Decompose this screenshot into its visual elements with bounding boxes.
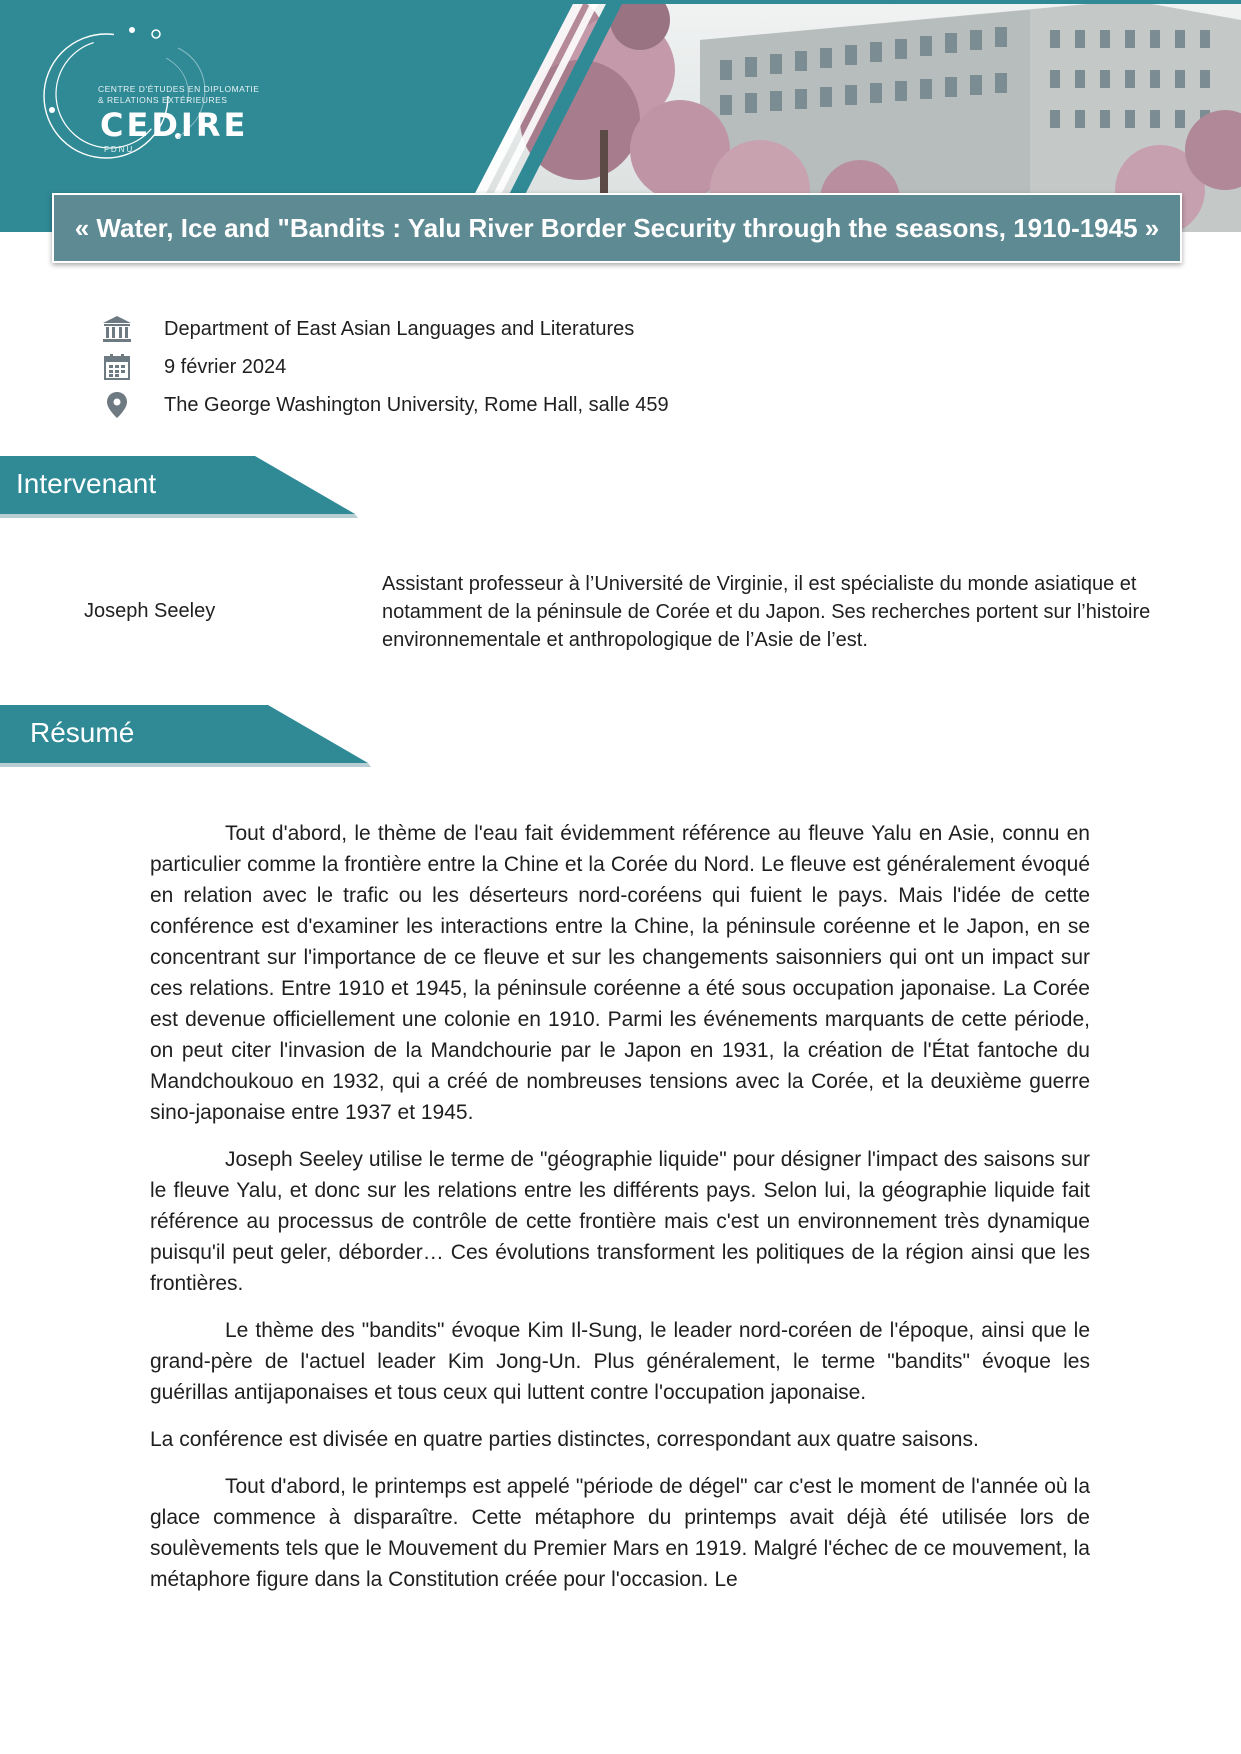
summary-paragraph: La conférence est divisée en quatre parties distinctes, correspondant aux quatre saisons.	[150, 1428, 979, 1451]
map-pin-icon	[100, 389, 134, 421]
cedire-logo	[28, 18, 260, 168]
calendar-icon	[100, 351, 134, 383]
logo-line-2: & RELATIONS EXTÉRIEURES	[98, 95, 228, 105]
department-text: Department of East Asian Languages and Literatures	[164, 317, 635, 340]
section-heading-summary: Résumé	[30, 717, 135, 748]
summary-paragraph: Joseph Seeley utilise le terme de "géographie liquide" pour désigner l'impact des saisons sur le fleuve Yalu, et donc sur les relations entre les différents pays. Selon lui, la géographie liquide fait référence au processus de contrôle de cette frontière mais c'est un environnement très dynamique puisqu'il peut geler, déborder… Ces évolutions transforment les politiques de la région ainsi que les frontières.	[150, 1148, 1090, 1295]
section-tab-summary	[0, 705, 372, 767]
summary-paragraph: Tout d'abord, le thème de l'eau fait évidemment référence au fleuve Yalu en Asie, connu en particulier comme la frontière entre la Chine et la Corée du Nord. Le fleuve est généralement évoqué en relation avec le trafic ou les déserteurs nord-coréens qui fuient le pays. Mais l'idée de cette conférence est d'examiner les interactions entre la Chine, la péninsule coréenne et le Japon, en se concentrant sur l'importance de ce fleuve et sur les changements saisonniers qui ont un impact sur ces relations. Entre 1910 et 1945, la péninsule coréenne a été sous occupation japonaise. La Corée est devenue officiellement une colonie en 1910. Parmi les événements marquants de cette période, on peut citer l'invasion de la Mandchourie par le Japon en 1931, la création de l'État fantoche du Mandchoukouo en 1932, qui a créé de nombreuses tensions avec la Corée, et la deuxième guerre sino-japonaise entre 1937 et 1945.	[150, 822, 1090, 1124]
document-title-box	[52, 193, 1182, 263]
info-location	[100, 389, 669, 421]
speaker-bio: Assistant professeur à l’Université de Virginie, il est spécialiste du monde asiatique et notamment de la péninsule de Corée et du Japon. Ses recherches portent sur l’histoire environnementale et anthropologique de l’Asie de l’est.	[382, 573, 1151, 651]
document-title: « Water, Ice and "Bandits : Yalu River Border Security through the seasons, 1910-1945 »	[74, 212, 1160, 243]
logo-wordmark: CEDIRE	[100, 106, 249, 144]
summary-body	[150, 818, 1090, 1611]
logo-line-1: CENTRE D'ÉTUDES EN DIPLOMATIE	[98, 84, 260, 94]
logo-subtext: FDNU	[104, 145, 135, 154]
speaker-name: Joseph Seeley	[84, 600, 216, 622]
location-text: The George Washington University, Rome Hall, salle 459	[164, 393, 669, 416]
institution-icon	[100, 313, 134, 345]
section-heading-speaker: Intervenant	[16, 468, 157, 499]
date-text: 9 février 2024	[164, 355, 287, 378]
info-department	[100, 313, 635, 345]
info-date	[100, 351, 287, 383]
summary-paragraph: Le thème des "bandits" évoque Kim Il-Sung, le leader nord-coréen de l'époque, ainsi que le grand-père de l'actuel leader Kim Jong-Un. Plus généralement, le terme "bandits" évoque les guérillas antijaponaises et tous ceux qui luttent contre l'occupation japonaise.	[150, 1319, 1090, 1404]
section-tab-speaker	[0, 456, 360, 518]
summary-paragraph: Tout d'abord, le printemps est appelé "période de dégel" car c'est le moment de l'année où la glace commence à disparaître. Cette métaphore du printemps avait déjà été utilisée lors de soulèvements tels que le Mouvement du Premier Mars en 1919. Malgré l'échec de ce mouvement, la métaphore figure dans la Constitution créée pour l'occasion. Le	[150, 1475, 1090, 1591]
